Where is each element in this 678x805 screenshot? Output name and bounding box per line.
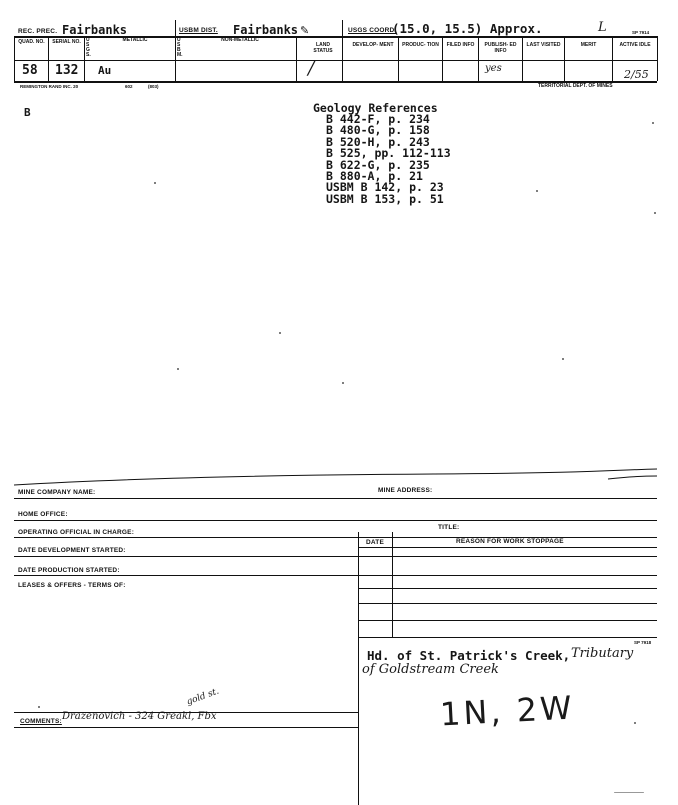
col-published-info: PUBLISH- ED INFO [484, 42, 517, 54]
dept-mark: TERRITORIAL DEPT. OF MINES [538, 83, 613, 89]
reference-item: B 880-A, p. 21 [326, 169, 423, 184]
col-quad-no: QUAD. NO. [18, 39, 45, 45]
reference-item: USBM B 142, p. 23 [326, 180, 444, 195]
printer-code2: (803) [148, 84, 159, 89]
date-development-label: DATE DEVELOPMENT STARTED: [18, 547, 126, 554]
reference-item: B 525, pp. 112-113 [326, 146, 451, 161]
reason-col-header: REASON FOR WORK STOPPAGE [456, 538, 564, 545]
rec-prec-label: REC. PREC. [18, 28, 58, 35]
col-last-visited: LAST VISITED [526, 42, 561, 48]
col-usbm-letters: U S B M. [177, 37, 183, 58]
reference-item: B 442-F, p. 234 [326, 112, 430, 126]
usbm-dist-label: USBM DIST. [179, 27, 218, 34]
location-handwritten-2: of Goldstream Creek [362, 662, 499, 677]
usgs-coord-extra: L [598, 20, 607, 35]
torn-edge-lines [14, 464, 659, 494]
references-list [326, 114, 451, 205]
references-title: Geology References [313, 101, 438, 115]
home-office-label: HOME OFFICE: [18, 511, 68, 518]
col-active-idle: ACTIVE IDLE [619, 42, 651, 48]
col-filed-info: FILED INFO [446, 42, 475, 48]
values-rule-top [14, 60, 657, 61]
comments-note: gold st. [185, 686, 221, 708]
land-status-value: / [308, 58, 315, 79]
usbm-dist-value: Fairbanks [233, 23, 299, 37]
location-typed: Hd. of St. Patrick's Creek, [367, 648, 571, 663]
col-land-status: LAND STATUS [313, 42, 333, 54]
col-metallic: METALLIC [122, 37, 148, 43]
comments-label: COMMENTS: [20, 718, 62, 725]
reference-item: B 622-G, p. 235 [326, 157, 430, 172]
form-code-2: SP 7918 [634, 640, 652, 645]
col-development: DEVELOP- MENT [352, 42, 394, 48]
published-info-value: yes [485, 63, 502, 74]
usgs-coord-label: USGS COORD. [348, 27, 397, 34]
township-range: 1N, 2W [439, 688, 576, 734]
stamp-mark-icon: ✎ [300, 25, 310, 37]
col-usgs-letters: U S G S. [86, 37, 91, 58]
location-handwritten-1: Tributary [571, 646, 634, 661]
form-code: SP 7914 [632, 30, 650, 35]
operating-official-label: OPERATING OFFICIAL IN CHARGE: [18, 529, 135, 536]
printer-code1: 602 [125, 84, 133, 89]
reference-item: B 480-G, p. 158 [326, 123, 430, 138]
col-non-metallic: NON-METALLIC [221, 37, 259, 43]
printer-mark: REMINGTON RAND INC. 20 [20, 84, 79, 89]
index-letter: B [24, 106, 31, 119]
active-idle-value: 2/55 [624, 68, 649, 81]
col-merit: MERIT [580, 42, 597, 48]
comments-value: Drazenovich - 324 Greakl, Fbx [62, 711, 217, 722]
quad-no-value: 58 [22, 63, 38, 78]
date-production-label: DATE PRODUCTION STARTED: [18, 567, 120, 574]
rec-prec-value: Fairbanks [62, 23, 128, 37]
usgs-coord-value: (15.0, 15.5) Approx. [392, 21, 543, 36]
reference-item: B 520-H, p. 243 [326, 134, 430, 149]
leases-offers-label: LEASES & OFFERS - TERMS OF: [18, 582, 126, 589]
reference-item: USBM B 153, p. 51 [326, 191, 444, 206]
col-production: PRODUC- TION [402, 42, 439, 48]
mine-company-name-label: MINE COMPANY NAME: [18, 489, 96, 496]
serial-no-value: 132 [55, 63, 79, 78]
mine-address-label: MINE ADDRESS: [378, 487, 433, 494]
date-col-header: DATE [366, 539, 385, 546]
col-serial-no: SERIAL NO. [52, 39, 81, 45]
title-label: TITLE: [438, 524, 460, 531]
metallic-value: Au [98, 64, 112, 77]
